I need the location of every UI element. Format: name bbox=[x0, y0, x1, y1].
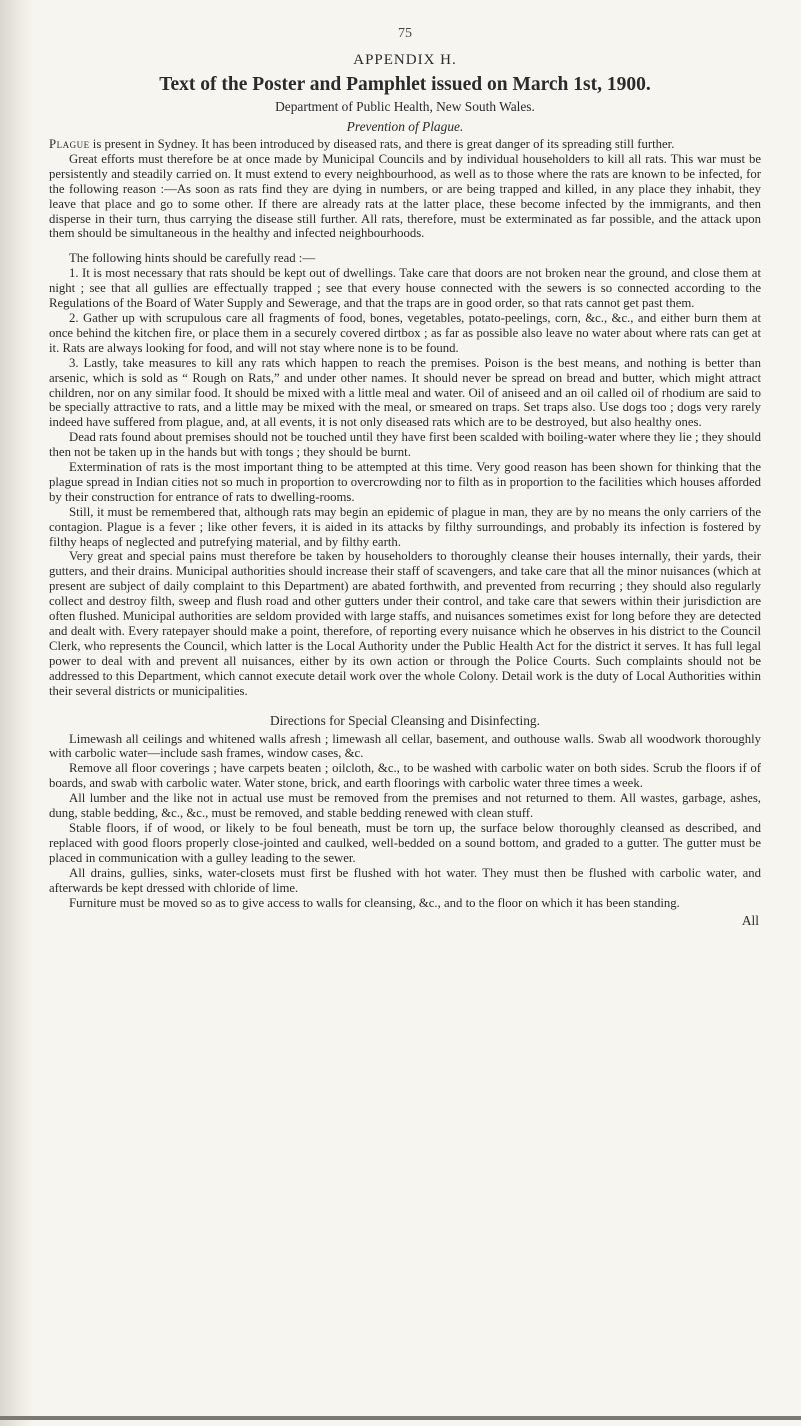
lead-word: Plague bbox=[49, 137, 90, 151]
body-paragraph bbox=[49, 505, 761, 550]
document-title: Text of the Poster and Pamphlet issued on March 1st, 1900. bbox=[159, 74, 651, 95]
page-number: 75 bbox=[398, 26, 412, 41]
paragraph-text: Still, it must be remembered that, although rats may begin an epidemic of plague in man, they are by no means the only carriers of the contagion. Plague is a fever ; like other fevers, it is aided in its attacks by filthy surroundings, and probably its infection is fostered by filthy heaps of neglected and putrefying material, and by filthy earth. bbox=[49, 504, 761, 549]
directions-paragraph: All drains, gullies, sinks, water-closets must first be flushed with hot water. They must then be flushed with carbolic water, and afterwards be kept dressed with chloride of lime. bbox=[49, 865, 761, 895]
section-title: Prevention of Plague. bbox=[346, 119, 464, 134]
body-paragraphs bbox=[49, 137, 761, 699]
body-paragraph bbox=[49, 356, 761, 431]
body-paragraph bbox=[49, 137, 761, 152]
paragraph-text: Great efforts must therefore be at once made by Municipal Councils and by individual householders to kill all rats. This war must be persistently and steadily carried on. It must extend to every neighbourhood, as well as to those where the rats are known to be infected, for the following reason :—As soon as rats find they are dying in numbers, or are being trapped and killed, in any place they inhabit, they leave that place and go to some other. If there are already rats at the latter place, these become infected by the immigrants, and then disperse in their turn, thus carrying the disease still further. All rats, therefore, must be exterminated as far possible, and the attack upon them should be simultaneous in the healthy and infected neighbourhoods. bbox=[49, 151, 761, 241]
paragraph-text: Dead rats found about premises should not be touched until they have first been scalded with boiling-water where they lie ; they should then not be taken up in the hands but with tongs ; they should be burnt. bbox=[49, 430, 761, 460]
directions-paragraph: All lumber and the like not in actual use must be removed from the premises and not returned to them. All wastes, garbage, ashes, dung, stable bedding, &c., &c., must be removed, and stable bedding renewed with clean stuff. bbox=[49, 791, 761, 821]
body-paragraph bbox=[49, 549, 761, 698]
directions-paragraph: Limewash all ceilings and whitened walls afresh ; limewash all cellar, basement, and outhouse walls. Swab all woodwork thoroughly with carbolic water—include sash frames, window cases, &c. bbox=[49, 731, 761, 761]
directions-paragraph: Furniture must be moved so as to give access to walls for cleansing, &c., and to the floor on which it has been standing. bbox=[69, 895, 680, 910]
body-paragraph bbox=[49, 152, 761, 241]
page-edge-shadow bbox=[0, 0, 34, 1426]
body-paragraph bbox=[49, 251, 761, 266]
body-paragraph bbox=[49, 430, 761, 460]
paragraph-text: Extermination of rats is the most important thing to be attempted at this time. Very good reason has been shown for thinking that the plague spread in Indian cities not so much in proportion to overcrowding nor to filth as in proportion to the facilities which houses afforded by their construction for entrance of rats to dwelling-rooms. bbox=[49, 460, 761, 504]
paragraph-text: The following hints should be carefully read :— bbox=[69, 251, 316, 266]
paragraph-text: 2. Gather up with scrupulous care all fragments of food, bones, vegetables, potato-peelings, corn, &c., &c., and either burn them at once behind the kitchen fire, or place them in a securely covered dirtbox ; as far as possible also leave no water about where rats can get at it. Rats are always looking for food, and will not stay where none is to be found. bbox=[49, 310, 761, 355]
directions-paragraph: Remove all floor coverings ; have carpets beaten ; oilcloth, &c., to be washed with carbolic water on both sides. Scrub the floors if of boards, and swab with carbolic water. Water stone, brick, and earth floorings with carbolic water three times a week. bbox=[49, 761, 761, 791]
department-line: Department of Public Health, New South Wales. bbox=[275, 99, 535, 114]
body-paragraph bbox=[49, 460, 761, 505]
appendix-heading: APPENDIX H. bbox=[353, 52, 457, 68]
body-paragraph bbox=[49, 266, 761, 311]
paragraph-text: Very great and special pains must therefore be taken by householders to thoroughly cleanse their houses internally, their yards, their gutters, and their drains. Municipal authorities should increase their staff of scavengers, and take care that all the minor nuisances (which at present are subject of daily complaint to this Department) are abated forthwith, and prevented from recurring ; they should also regularly collect and destroy filth, sweep and flush road and other gutters under their control, and take care that sewers within their jurisdiction are often flushed. Municipal authorities are seldom provided with large staffs, and nuisances sometimes exist for long before they are detected and dealt with. Every ratepayer should make a point, therefore, of reporting every nuisance which he observes in his district to the Council Clerk, who represents the Council, which latter is the Local Authority under the Public Health Act for the district it serves. It has full legal power to deal with and prevent all nuisances, either by its own action or through the Police Courts. Such complaints should not be addressed to this Department, which cannot execute detail work over the whole Colony. Detail work is the duty of Local Authorities within their several districts or municipalities. bbox=[49, 549, 761, 698]
page-bottom-rule bbox=[0, 1416, 801, 1420]
directions-paragraphs bbox=[49, 732, 761, 911]
directions-paragraph: Stable floors, if of wood, or likely to be foul beneath, must be torn up, the surface below thoroughly cleansed as described, and replaced with good floors properly close-jointed and caulked, well-bedded on a sound bottom, and graded to a gutter. The gutter must be placed in communication with a gulley leading to the sewer. bbox=[49, 820, 761, 865]
catchword: All bbox=[741, 913, 759, 929]
body-paragraph bbox=[49, 311, 761, 356]
paragraph-text: 1. It is most necessary that rats should be kept out of dwellings. Take care that doors are not broken near the ground, and close them at night ; see that all gullies are effectually trapped ; see that every house connected with the sewers is so connected according to the Regulations of the Board of Water Supply and Sewerage, and that the traps are in good order, so that rats cannot get past them. bbox=[49, 266, 761, 311]
document-page bbox=[49, 26, 761, 929]
paragraph-text: is present in Sydney. It has been introduced by diseased rats, and there is great danger of its spreading still further. bbox=[89, 137, 675, 151]
paragraph-text: 3. Lastly, take measures to kill any rats which happen to reach the premises. Poison is the best means, and nothing is better than arsenic, which is sold as “ Rough on Rats,” and under other names. It should never be spread on bread and butter, which might attract children, nor on any similar food. It should be mixed with a little meal and water. Oil of aniseed and an oil called oil of rhodium are said to be specially attractive to rats, and a little may be mixed with the meal, or smeared on traps. Set traps also. Use dogs too ; dogs very rarely indeed have suffered from plague, and, at all events, it is not only diseased rats which are to be destroyed, but also healthy ones. bbox=[49, 355, 761, 430]
directions-heading: Directions for Special Cleansing and Disinfecting. bbox=[270, 712, 540, 728]
